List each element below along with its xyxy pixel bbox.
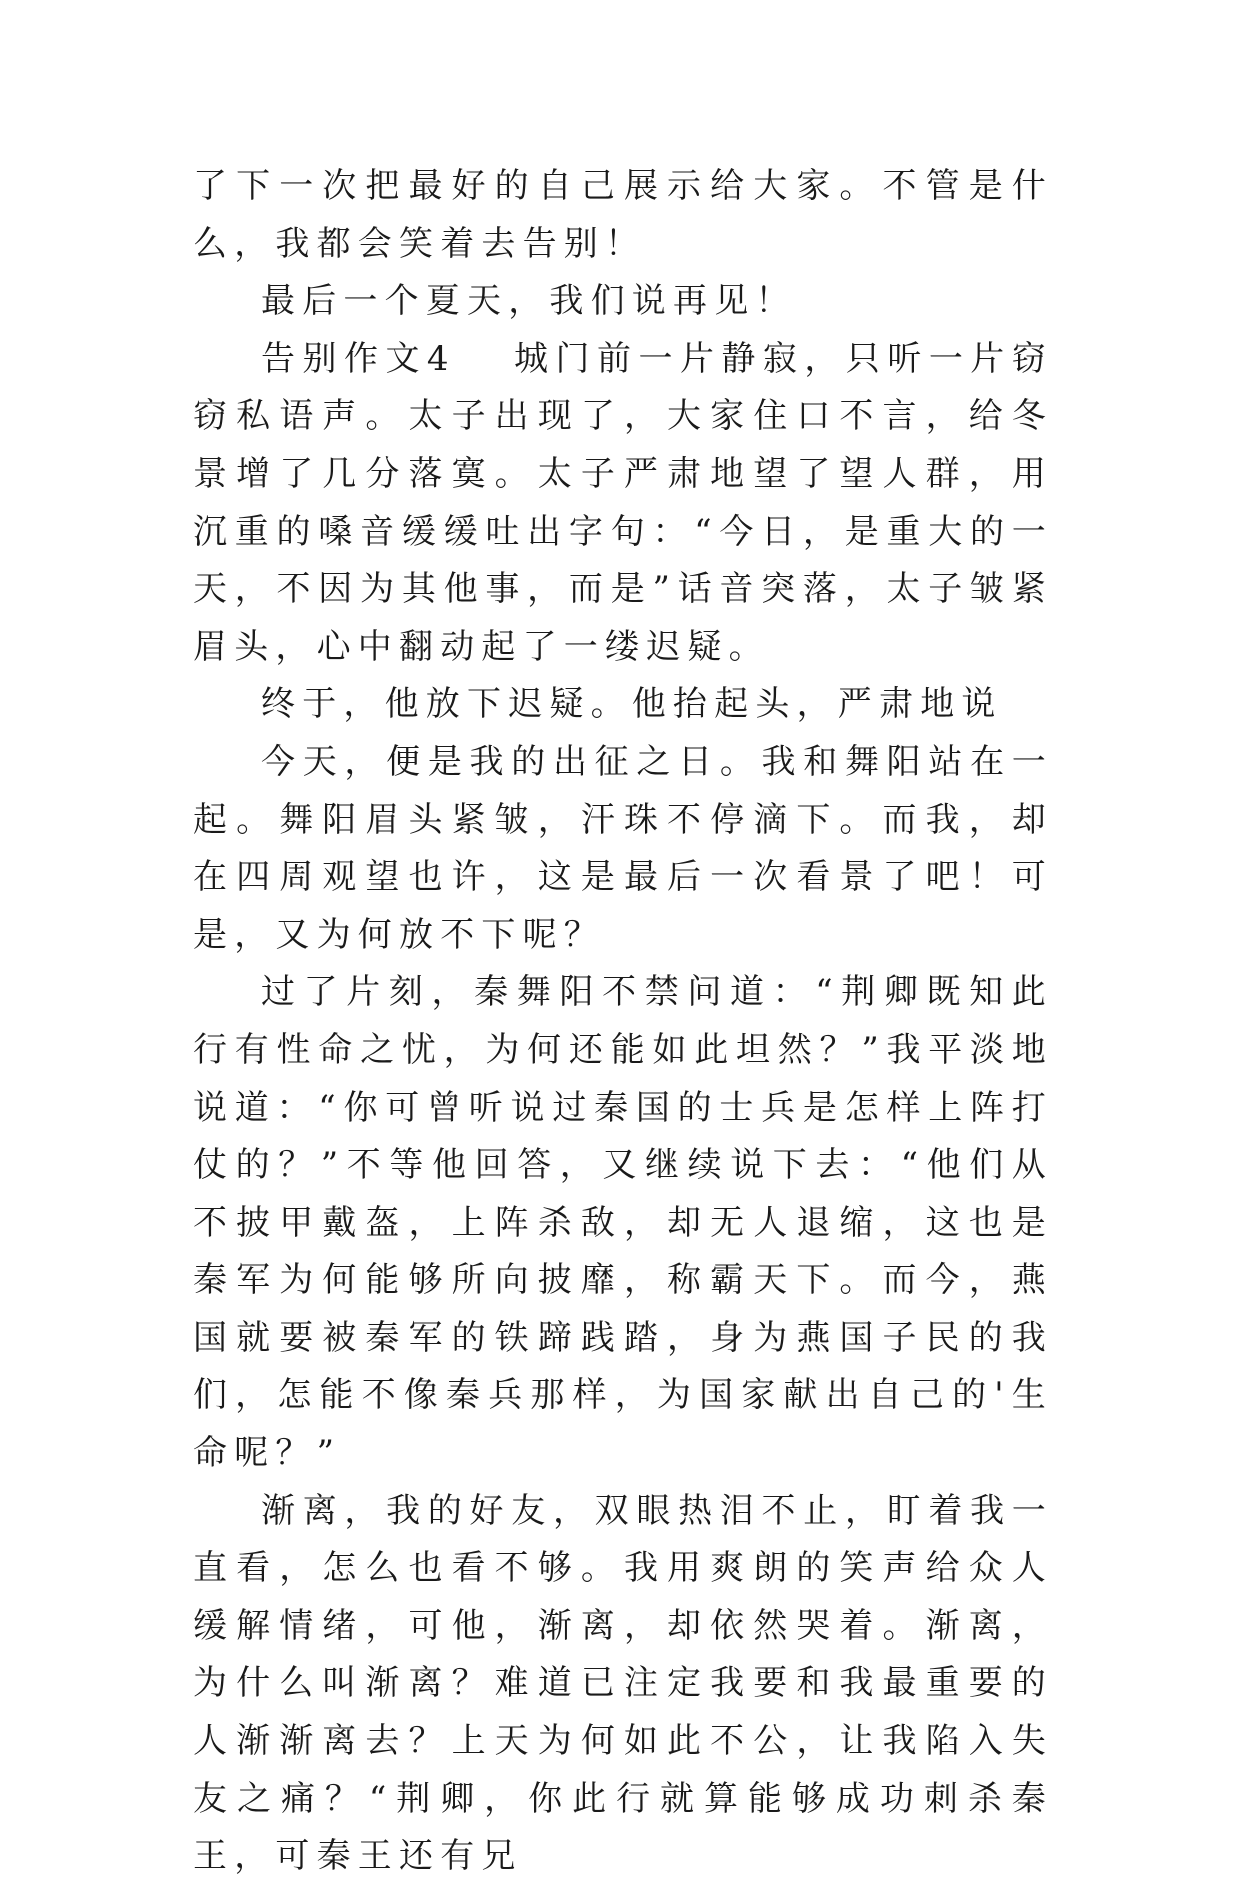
paragraph-1: 了下一次把最好的自己展示给大家。不管是什么，我都会笑着去告别！ bbox=[193, 166, 1053, 264]
paragraph-7: 渐离，我的好友，双眼热泪不止，盯着我一直看，怎么也看不够。我用爽朗的笑声给众人缓解情绪，可他，渐离，却依然哭着。渐离，为什么叫渐离？难道已注定我要和我最重要的人渐渐离去？上天为何如此不公，让我陷入失友之痛？“荆卿，你此行就算能够成功刺杀秦王，可秦王还有兄 bbox=[193, 1490, 1053, 1877]
paragraph-3-text: 城门前一片静寂，只听一片窃窃私语声。太子出现了，大家住口不言，给冬景增了几分落寞。太子严肃地望了望人群，用沉重的嗓音缓缓吐出字句：“今日，是重大的一天，不因为其他事，而是”话音突落，太子皱紧眉头，心中翻动起了一缕迟疑。 bbox=[193, 338, 1053, 667]
paragraph-2: 最后一个夏天，我们说再见！ bbox=[261, 281, 797, 322]
article-body bbox=[193, 158, 1053, 1886]
paragraph-5: 今天，便是我的出征之日。我和舞阳站在一起。舞阳眉头紧皱，汗珠不停滴下。而我，却在四周观望也许，这是最后一次看景了吧！可是，又为何放不下呢？ bbox=[193, 741, 1053, 955]
paragraph-6: 过了片刻，秦舞阳不禁问道：“荆卿既知此行有性命之忧，为何还能如此坦然？”我平淡地说道：“你可曾听说过秦国的士兵是怎样上阵打仗的？”不等他回答，又继续说下去：“他们从不披甲戴盔，上阵杀敌，却无人退缩，这也是秦军为何能够所向披靡，称霸天下。而今，燕国就要被秦军的铁蹄践踏，身为燕国子民的我们，怎能不像秦兵那样，为国家献出自己的'生命呢？” bbox=[193, 972, 1053, 1474]
paragraph-3 bbox=[193, 331, 1053, 677]
paragraph-4: 终于，他放下迟疑。他抬起头，严肃地说 bbox=[261, 684, 1003, 725]
section-heading: 告别作文4 bbox=[261, 338, 456, 379]
